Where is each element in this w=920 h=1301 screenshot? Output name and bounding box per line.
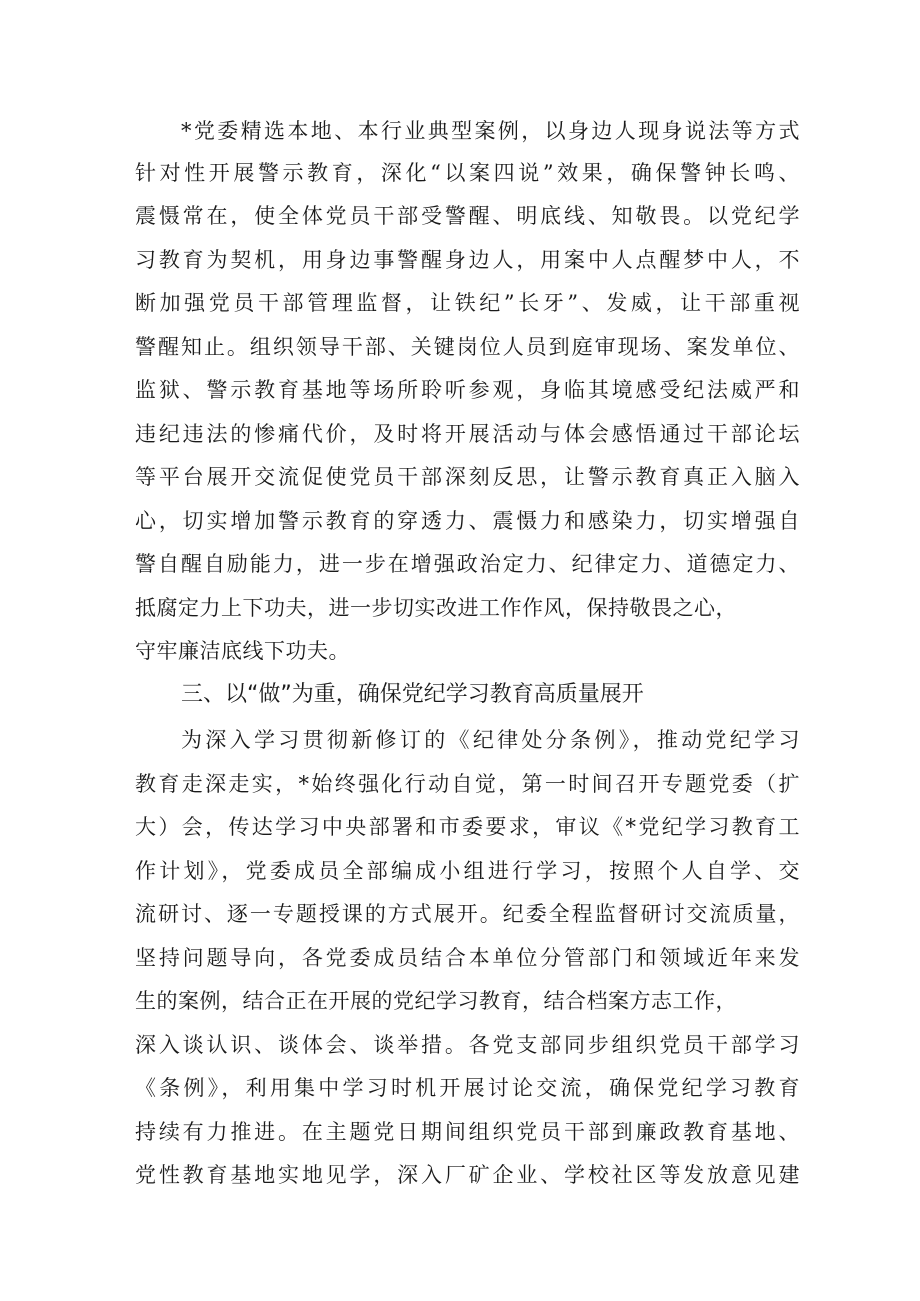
paragraph-2-line: 流研讨、逐一专题授课的方式展开。纪委全程监督研讨交流质量， xyxy=(135,902,800,926)
paragraph-1-line: 断加强党员干部管理监督，让铁纪”长牙”、发威，让干部重视 xyxy=(135,291,800,315)
paragraph-2-line: 大）会，传达学习中央部署和市委要求，审议《*党纪学习教育工 xyxy=(135,815,800,839)
section-heading: 三、以“做”为重，确保党纪学习教育高质量展开 xyxy=(181,682,644,707)
paragraph-2-line: 教育走深走实，*始终强化行动自觉，第一时间召开专题党委（扩 xyxy=(135,772,800,796)
paragraph-1-line: 警醒知止。组织领导干部、关键岗位人员到庭审现场、案发单位、 xyxy=(135,335,800,359)
paragraph-2-line: 《条例》，利用集中学习时机开展讨论交流，确保党纪学习教育 xyxy=(135,1076,800,1100)
paragraph-2-line: 坚持问题导向，各党委成员结合本单位分管部门和领域近年来发 xyxy=(135,946,800,970)
paragraph-1-line: 监狱、警示教育基地等场所聆听参观，身临其境感受纪法威严和 xyxy=(135,378,800,402)
paragraph-2-line: 作计划》，党委成员全部编成小组进行学习，按照个人自学、交 xyxy=(135,859,800,883)
paragraph-2-line: 深入谈认识、谈体会、谈举措。各党支部同步组织党员干部学习 xyxy=(135,1033,800,1057)
paragraph-1-line: 习教育为契机，用身边事警醒身边人，用案中人点醒梦中人，不 xyxy=(135,248,800,272)
paragraph-1-line: 震慑常在，使全体党员干部受警醒、明底线、知敬畏。以党纪学 xyxy=(135,204,800,228)
paragraph-1-line: *党委精选本地、本行业典型案例，以身边人现身说法等方式 xyxy=(181,119,800,143)
paragraph-1-line: 等平台展开交流促使党员干部深刻反思，让警示教育真正入脑入 xyxy=(135,465,800,489)
paragraph-1-line: 守牢廉洁底线下功夫。 xyxy=(135,639,350,663)
paragraph-2-line: 为深入学习贯彻新修订的《纪律处分条例》，推动党纪学习 xyxy=(181,728,800,752)
paragraph-2-line: 生的案例，结合正在开展的党纪学习教育，结合档案方志工作， xyxy=(135,989,737,1013)
paragraph-1-line: 针对性开展警示教育，深化“以案四说”效果，确保警钟长鸣、 xyxy=(135,161,800,185)
paragraph-1-line: 违纪违法的惨痛代价，及时将开展活动与体会感悟通过干部论坛 xyxy=(135,422,800,446)
paragraph-2-line: 持续有力推进。在主题党日期间组织党员干部到廉政教育基地、 xyxy=(135,1120,800,1144)
paragraph-1-line: 抵腐定力上下功夫，进一步切实改进工作作风，保持敬畏之心， xyxy=(135,596,737,620)
paragraph-1-line: 警自醒自励能力，进一步在增强政治定力、纪律定力、道德定力、 xyxy=(135,552,800,576)
paragraph-1-line: 心，切实增加警示教育的穿透力、震慑力和感染力，切实增强自 xyxy=(135,509,800,533)
paragraph-2-line: 党性教育基地实地见学，深入厂矿企业、学校社区等发放意见建 xyxy=(135,1163,800,1187)
